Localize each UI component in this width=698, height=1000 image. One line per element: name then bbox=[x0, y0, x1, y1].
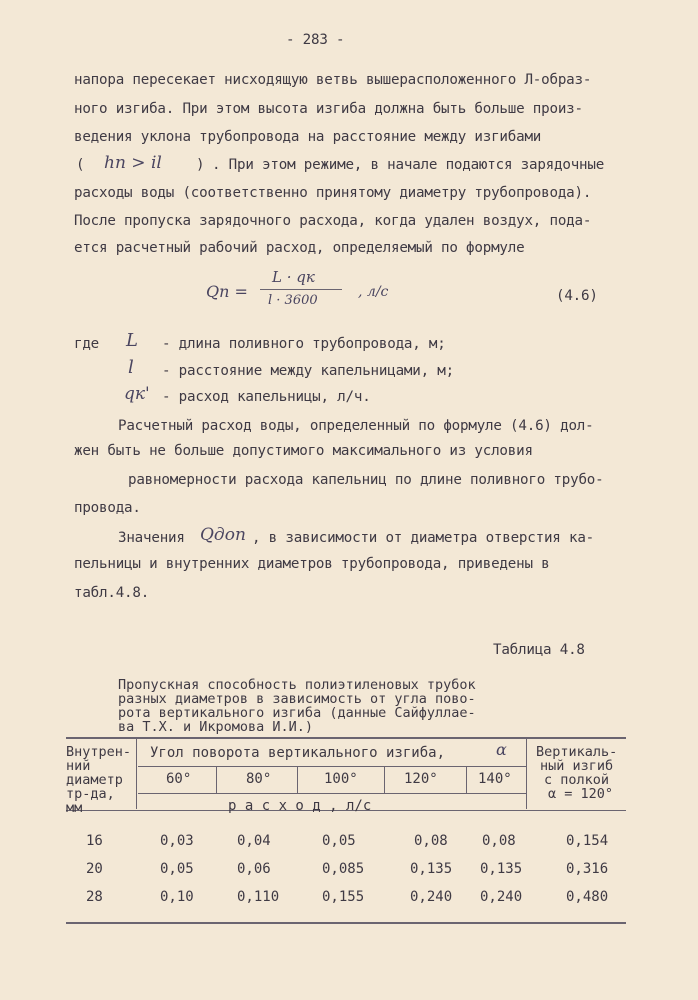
text-line: расходы воды (соответственно принятому диаметру трубопровода). bbox=[74, 185, 592, 201]
inline-condition-expression: hn > il bbox=[104, 153, 162, 173]
text-line: табл.4.8. bbox=[74, 585, 150, 601]
q-allowed-symbol: Qдоп bbox=[200, 525, 246, 545]
table-cell: 0,240 bbox=[410, 889, 453, 905]
inline-condition-open: ( bbox=[76, 157, 85, 173]
table-bottom-rule bbox=[66, 922, 626, 924]
table-cell: 0,135 bbox=[480, 861, 523, 877]
header-divider-left bbox=[136, 739, 137, 809]
table-top-rule bbox=[66, 737, 626, 739]
table-caption-line: Пропускная способность полиэтиленовых трубок bbox=[118, 677, 476, 693]
column-header-line: ний bbox=[66, 758, 91, 774]
definition-symbol: qк' bbox=[124, 384, 150, 404]
angle-header: 60° bbox=[166, 771, 192, 787]
table-cell: 0,155 bbox=[322, 889, 365, 905]
table-cell: 0,05 bbox=[322, 833, 356, 849]
table-cell: 0,08 bbox=[482, 833, 516, 849]
angle-divider bbox=[466, 767, 467, 793]
text-line: равномерности расхода капельниц по длине поливного трубо- bbox=[128, 472, 604, 488]
text-line: , в зависимости от диаметра отверстия ка- bbox=[252, 530, 595, 546]
text-line: жен быть не больше допустимого максимального из условия bbox=[74, 443, 533, 459]
table-caption-line: ва Т.Х. и Икромова И.И.) bbox=[118, 719, 314, 735]
inline-condition-close: ) bbox=[196, 157, 205, 173]
table-cell: 20 bbox=[86, 861, 103, 877]
angle-divider bbox=[216, 767, 217, 793]
column-header-line: Вертикаль- bbox=[536, 744, 618, 760]
column-header-line: α = 120° bbox=[548, 786, 614, 802]
table-cell: 0,110 bbox=[237, 889, 280, 905]
table-caption-line: разных диаметров в зависимость от угла пово- bbox=[118, 691, 476, 707]
column-header-line: мм bbox=[66, 800, 83, 816]
table-cell: 0,04 bbox=[237, 833, 271, 849]
table-cell: 16 bbox=[86, 833, 103, 849]
formula-number: (4.6) bbox=[556, 288, 598, 304]
angle-header: 80° bbox=[246, 771, 272, 787]
angle-header: 140° bbox=[478, 771, 512, 787]
formula-denominator: l · 3600 bbox=[268, 293, 318, 308]
table-cell: 0,08 bbox=[414, 833, 448, 849]
table-cell: 28 bbox=[86, 889, 103, 905]
definition-text: - длина поливного трубопровода, м; bbox=[162, 336, 446, 352]
angle-divider bbox=[384, 767, 385, 793]
table-cell: 0,154 bbox=[566, 833, 609, 849]
column-header-line: диаметр bbox=[66, 772, 123, 788]
where-word: где bbox=[74, 336, 100, 352]
table-cell: 0,480 bbox=[566, 889, 609, 905]
angle-header: 100° bbox=[324, 771, 358, 787]
text-line: провода. bbox=[74, 500, 141, 516]
text-line: пельницы и внутренних диаметров трубопровода, приведены в bbox=[74, 556, 550, 572]
definition-symbol: L bbox=[126, 330, 138, 351]
units-row-rule bbox=[138, 793, 526, 794]
page-number: - 283 - bbox=[286, 32, 345, 48]
text-line: напора пересекает нисходящую ветвь вышерасположенного Л-образ- bbox=[74, 72, 592, 88]
table-cell: 0,240 bbox=[480, 889, 523, 905]
definition-text: - расход капельницы, л/ч. bbox=[162, 389, 371, 405]
text-line: ного изгиба. При этом высота изгиба должна быть больше произ- bbox=[74, 101, 583, 117]
units-row: р а с х о д , л/с bbox=[228, 798, 372, 814]
table-cell: 0,135 bbox=[410, 861, 453, 877]
column-header-line: с полкой bbox=[544, 772, 610, 788]
table-cell: 0,05 bbox=[160, 861, 194, 877]
table-cell: 0,316 bbox=[566, 861, 609, 877]
table-cell: 0,085 bbox=[322, 861, 365, 877]
formula-numerator: L · qк bbox=[272, 268, 315, 286]
text-line: После пропуска зарядочного расхода, когда удален воздух, пода- bbox=[74, 213, 592, 229]
column-header-line: тр-да, bbox=[66, 786, 115, 802]
angle-header: 120° bbox=[404, 771, 438, 787]
column-header-line: Внутрен- bbox=[66, 744, 132, 760]
text-line: ведения уклона трубопровода на расстояние между изгибами bbox=[74, 129, 542, 145]
table-cell: 0,03 bbox=[160, 833, 194, 849]
alpha-symbol: α bbox=[496, 740, 507, 759]
text-line: Значения bbox=[118, 530, 185, 546]
text-line: . При этом режиме, в начале подаются зарядочные bbox=[212, 157, 605, 173]
formula-unit: , л/с bbox=[358, 284, 389, 300]
angle-row-rule bbox=[138, 766, 526, 767]
angle-divider bbox=[297, 767, 298, 793]
formula-lhs: Qп = bbox=[206, 282, 248, 301]
table-label: Таблица 4.8 bbox=[493, 642, 585, 658]
table-cell: 0,06 bbox=[237, 861, 271, 877]
table-caption-line: рота вертикального изгиба (данные Сайфуллае- bbox=[118, 705, 476, 721]
text-line: Расчетный расход воды, определенный по формуле (4.6) дол- bbox=[118, 418, 594, 434]
header-divider-right bbox=[526, 739, 527, 809]
text-line: ется расчетный рабочий расход, определяемый по формуле bbox=[74, 240, 525, 256]
formula-fraction-bar bbox=[260, 289, 342, 290]
definition-text: - расстояние между капельницами, м; bbox=[162, 363, 454, 379]
definition-symbol: l bbox=[128, 357, 134, 378]
column-header-line: ный изгиб bbox=[540, 758, 614, 774]
group-header: Угол поворота вертикального изгиба, bbox=[150, 745, 446, 761]
table-cell: 0,10 bbox=[160, 889, 194, 905]
